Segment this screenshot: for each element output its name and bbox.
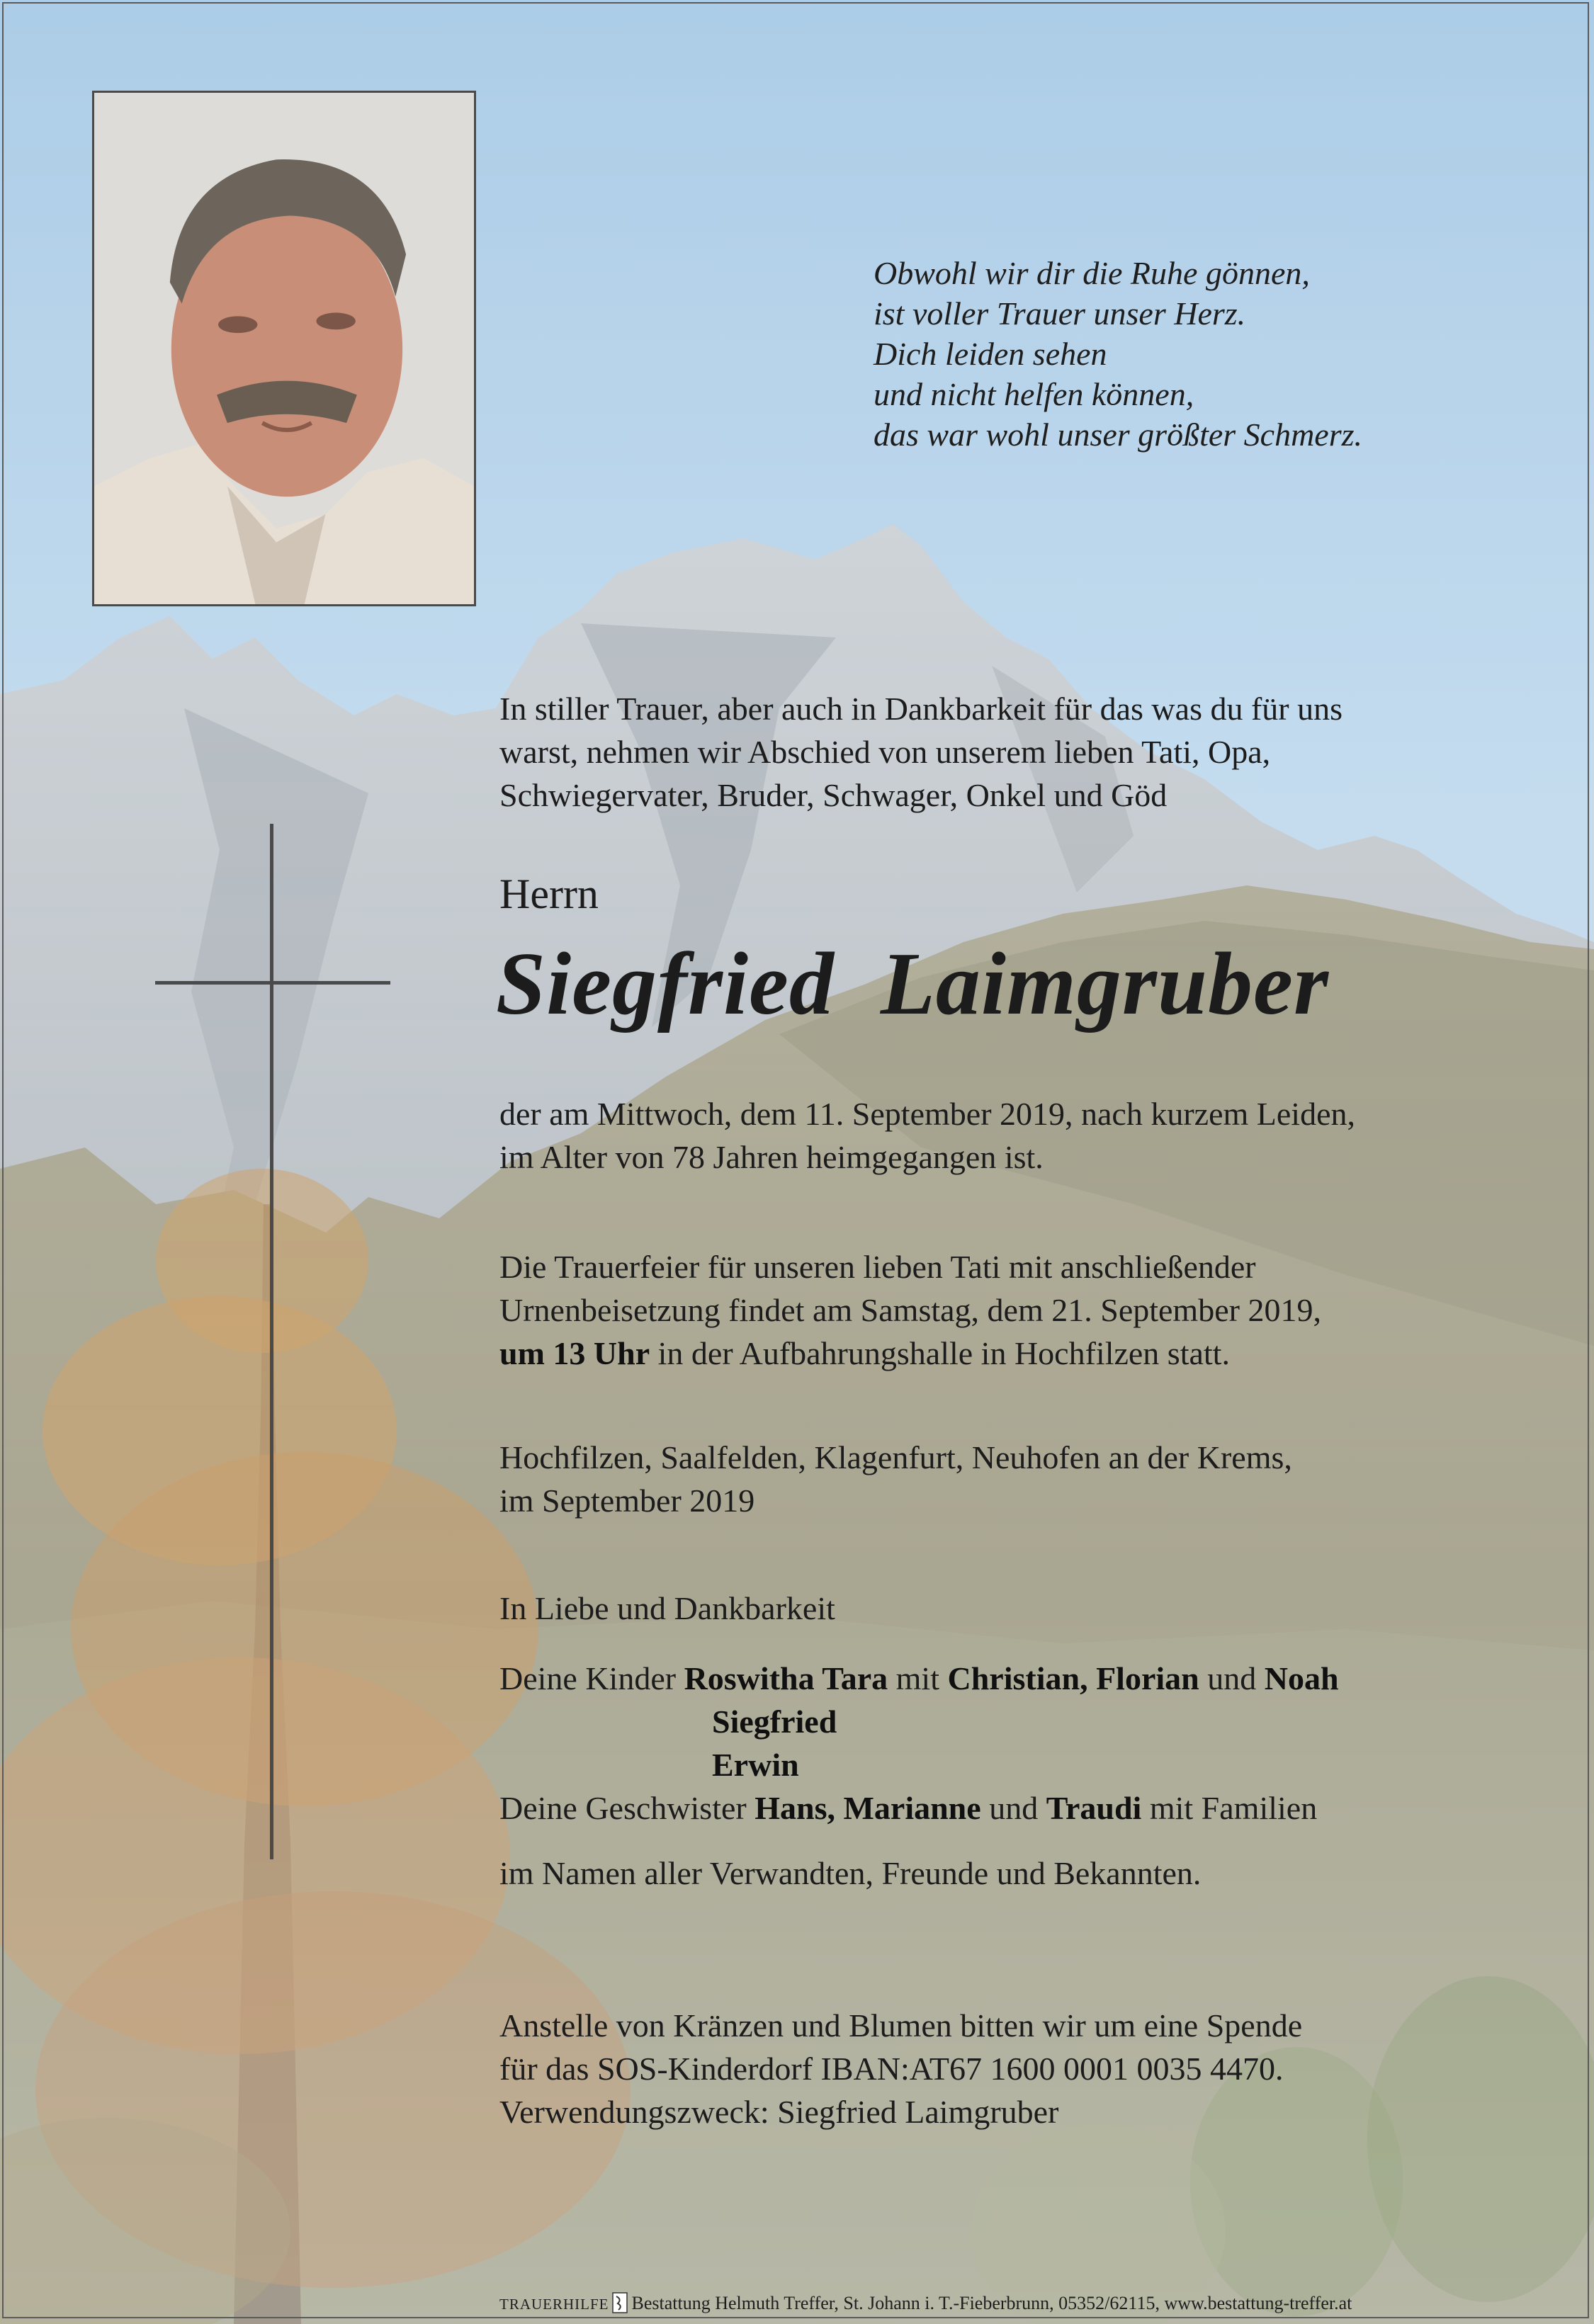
funeral-location: in der Aufbahrungshalle in Hochfilzen statt. — [650, 1335, 1230, 1371]
grandchildren-names: Christian, Florian — [947, 1660, 1199, 1696]
footer-text: Bestattung Helmuth Treffer, St. Johann i. T.-Fieberbrunn, 05352/62115, www.bestattung-treffer.at — [631, 2293, 1352, 2313]
funeral-line: Urnenbeisetzung findet am Samstag, dem 21. September 2019, — [499, 1292, 1321, 1328]
connector-text: und — [980, 1790, 1046, 1826]
children-label: Deine Kinder — [499, 1660, 684, 1696]
portrait-photo — [92, 91, 476, 606]
poem-line: ist voller Trauer unser Herz. — [874, 295, 1246, 331]
mourners-children — [499, 1657, 1505, 1830]
places-line: im September 2019 — [499, 1483, 755, 1519]
mourners-intro: In Liebe und Dankbarkeit — [499, 1590, 835, 1626]
footer-credit — [499, 2292, 1352, 2314]
connector-text: mit — [888, 1660, 948, 1696]
death-line: im Alter von 78 Jahren heimgegangen ist. — [499, 1139, 1044, 1175]
donation-line: für das SOS-Kinderdorf IBAN:AT67 1600 0001 0035 4470. — [499, 2051, 1284, 2087]
places-date — [499, 1436, 1505, 1522]
cross-icon — [270, 824, 273, 1859]
siblings-line — [499, 1786, 1505, 1830]
donation-line: Verwendungszweck: Siegfried Laimgruber — [499, 2094, 1059, 2130]
places-line: Hochfilzen, Saalfelden, Klagenfurt, Neuhofen an der Krems, — [499, 1439, 1292, 1475]
death-notice — [499, 1092, 1505, 1179]
intro-text — [499, 687, 1505, 817]
grandchild-name: Noah — [1264, 1660, 1339, 1696]
children-line — [499, 1657, 1505, 1700]
death-line: der am Mittwoch, dem 11. September 2019, nach kurzem Leiden, — [499, 1096, 1355, 1132]
mourners-all: im Namen aller Verwandten, Freunde und Bekannten. — [499, 1855, 1202, 1891]
intro-line: Schwiegervater, Bruder, Schwager, Onkel und Göd — [499, 777, 1168, 813]
intro-line: warst, nehmen wir Abschied von unserem lieben Tati, Opa, — [499, 734, 1271, 770]
child-name: Erwin — [712, 1747, 799, 1783]
poem-line: Dich leiden sehen — [874, 336, 1107, 372]
funeral-line-3 — [499, 1332, 1505, 1375]
donation-line: Anstelle von Kränzen und Blumen bitten wir um eine Spende — [499, 2007, 1303, 2044]
salutation: Herrn — [499, 871, 599, 917]
child-name: Roswitha Tara — [684, 1660, 888, 1696]
deceased-name: Siegfried Laimgruber — [496, 935, 1329, 1033]
poem-line: Obwohl wir dir die Ruhe gönnen, — [874, 255, 1310, 291]
poem-line: und nicht helfen können, — [874, 376, 1194, 412]
undertaker-logo-icon — [612, 2292, 628, 2313]
funeral-time: um 13 Uhr — [499, 1335, 650, 1371]
footer-brand: TRAUERHILFE — [499, 2296, 609, 2313]
siblings-label: Deine Geschwister — [499, 1790, 755, 1826]
cross-crossbar — [155, 981, 390, 985]
sibling-name: Traudi — [1046, 1790, 1142, 1826]
connector-text: und — [1199, 1660, 1265, 1696]
poem — [874, 253, 1511, 455]
funeral-details — [499, 1245, 1505, 1375]
connector-text: mit Familien — [1141, 1790, 1318, 1826]
funeral-line: Die Trauerfeier für unseren lieben Tati mit anschließender — [499, 1249, 1256, 1285]
children-line — [499, 1700, 1505, 1743]
sibling-names: Hans, Marianne — [754, 1790, 981, 1826]
donation-request — [499, 2004, 1505, 2133]
child-name: Siegfried — [712, 1704, 837, 1740]
children-line — [499, 1743, 1505, 1786]
intro-line: In stiller Trauer, aber auch in Dankbarkeit für das was du für uns — [499, 691, 1343, 727]
poem-line: das war wohl unser größter Schmerz. — [874, 416, 1363, 453]
